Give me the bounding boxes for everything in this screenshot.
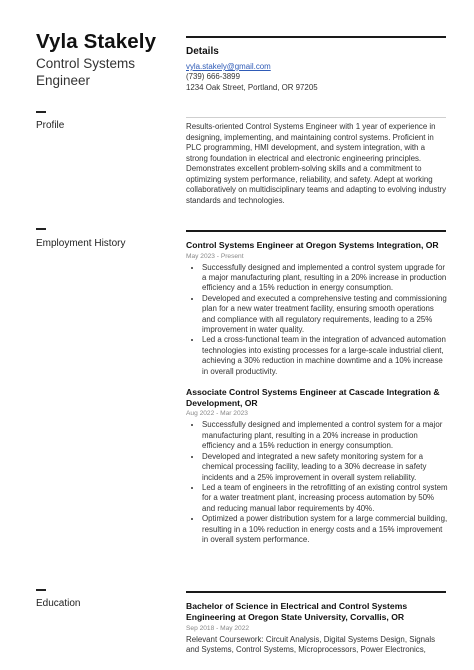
job-entry	[186, 387, 448, 545]
job-bullet: • Optimized a power distribution system for a large commercial building, resulting in a 10% reduction in energy costs and a 15% improvement in overall system performance.	[202, 514, 448, 545]
candidate-name: Vyla Stakely	[36, 30, 157, 53]
coursework: Relevant Coursework: Circuit Analysis, Digital Systems Design, Signals and Systems, Control Systems, Microprocessors, Power Electronics,	[186, 634, 436, 654]
profile-rule	[186, 117, 446, 118]
education-rule	[186, 591, 446, 593]
job-title: Associate Control Systems Engineer at Cascade Integration & Development, OR	[186, 386, 440, 408]
job-bullets	[186, 420, 448, 545]
job-bullet: • Successfully designed and implemented a control system for a major manufacturing plant, resulting in a 20% increase in production efficiency and a 15% reduction in energy consumption.	[202, 420, 448, 451]
employment-rule	[186, 230, 446, 232]
job-bullet: • Successfully designed and implemented a control system upgrade for a major manufacturing plant, resulting in a 20% increase in production efficiency and a 15% reduction in energy consumption.	[202, 263, 448, 294]
job-entry	[186, 240, 448, 377]
profile-text: Results-oriented Control Systems Engineer with 1 year of experience in designing, implementing, and maintaining control systems. Proficient in PLC programming, HMI development, and system integration, with a strong foundation in electrical and electronic engineering principles. Demonstrates excellent problem-solving skills and a commitment to optimizing system performance, reliability, and safety. Adept at working collaboratively on multidisciplinary teams and adapting to evolving industry standards and technologies.	[186, 122, 447, 205]
details-section	[186, 46, 448, 93]
job-bullet: • Led a cross-functional team in the integration of advanced automation technologies into existing processes for a large-scale industrial client, achieving a 30% reduction in machine downtime and a 10% increase in overall productivity.	[202, 335, 448, 377]
education-dates: Sep 2018 - May 2022	[186, 624, 250, 632]
job-bullet: • Led a team of engineers in the retrofitting of an existing control system for a water treatment plant, increasing process automation by 50% and reducing manual labor requirements by 40%.	[202, 483, 448, 514]
job-title: Control Systems Engineer at Oregon Systems Integration, OR	[186, 240, 439, 250]
details-heading: Details	[186, 46, 219, 57]
degree-title: Bachelor of Science in Electrical and Control Systems Engineering at Oregon State University, Corvallis, OR	[186, 601, 408, 622]
employment-heading: Employment History	[36, 238, 126, 249]
job-bullet: • Developed and executed a comprehensive testing and commissioning plan for a new water treatment facility, ensuring smooth operations and compliance with all regulatory requirements, leading to a 25% improvement in water quality.	[202, 294, 448, 336]
job-bullets	[186, 263, 448, 377]
job-dates: Aug 2022 - Mar 2023	[186, 410, 248, 418]
profile-dash	[36, 111, 46, 113]
education-section	[186, 601, 448, 655]
email-link[interactable]: vyla.stakely@gmail.com	[186, 62, 271, 71]
phone-number: (739) 666-3899	[186, 72, 240, 82]
employment-dash	[36, 228, 46, 230]
education-heading: Education	[36, 598, 81, 609]
address: 1234 Oak Street, Portland, OR 97205	[186, 82, 318, 92]
candidate-job-title: Control Systems Engineer	[36, 56, 136, 88]
details-rule	[186, 36, 446, 38]
education-dash	[36, 589, 46, 591]
job-bullet: • Developed and integrated a new safety monitoring system for a chemical processing facility, leading to a 30% decrease in safety incidents and a 25% improvement in overall system reliability.	[202, 452, 448, 483]
profile-heading: Profile	[36, 120, 65, 131]
employment-section	[186, 240, 448, 555]
job-dates: May 2023 - Present	[186, 252, 244, 260]
